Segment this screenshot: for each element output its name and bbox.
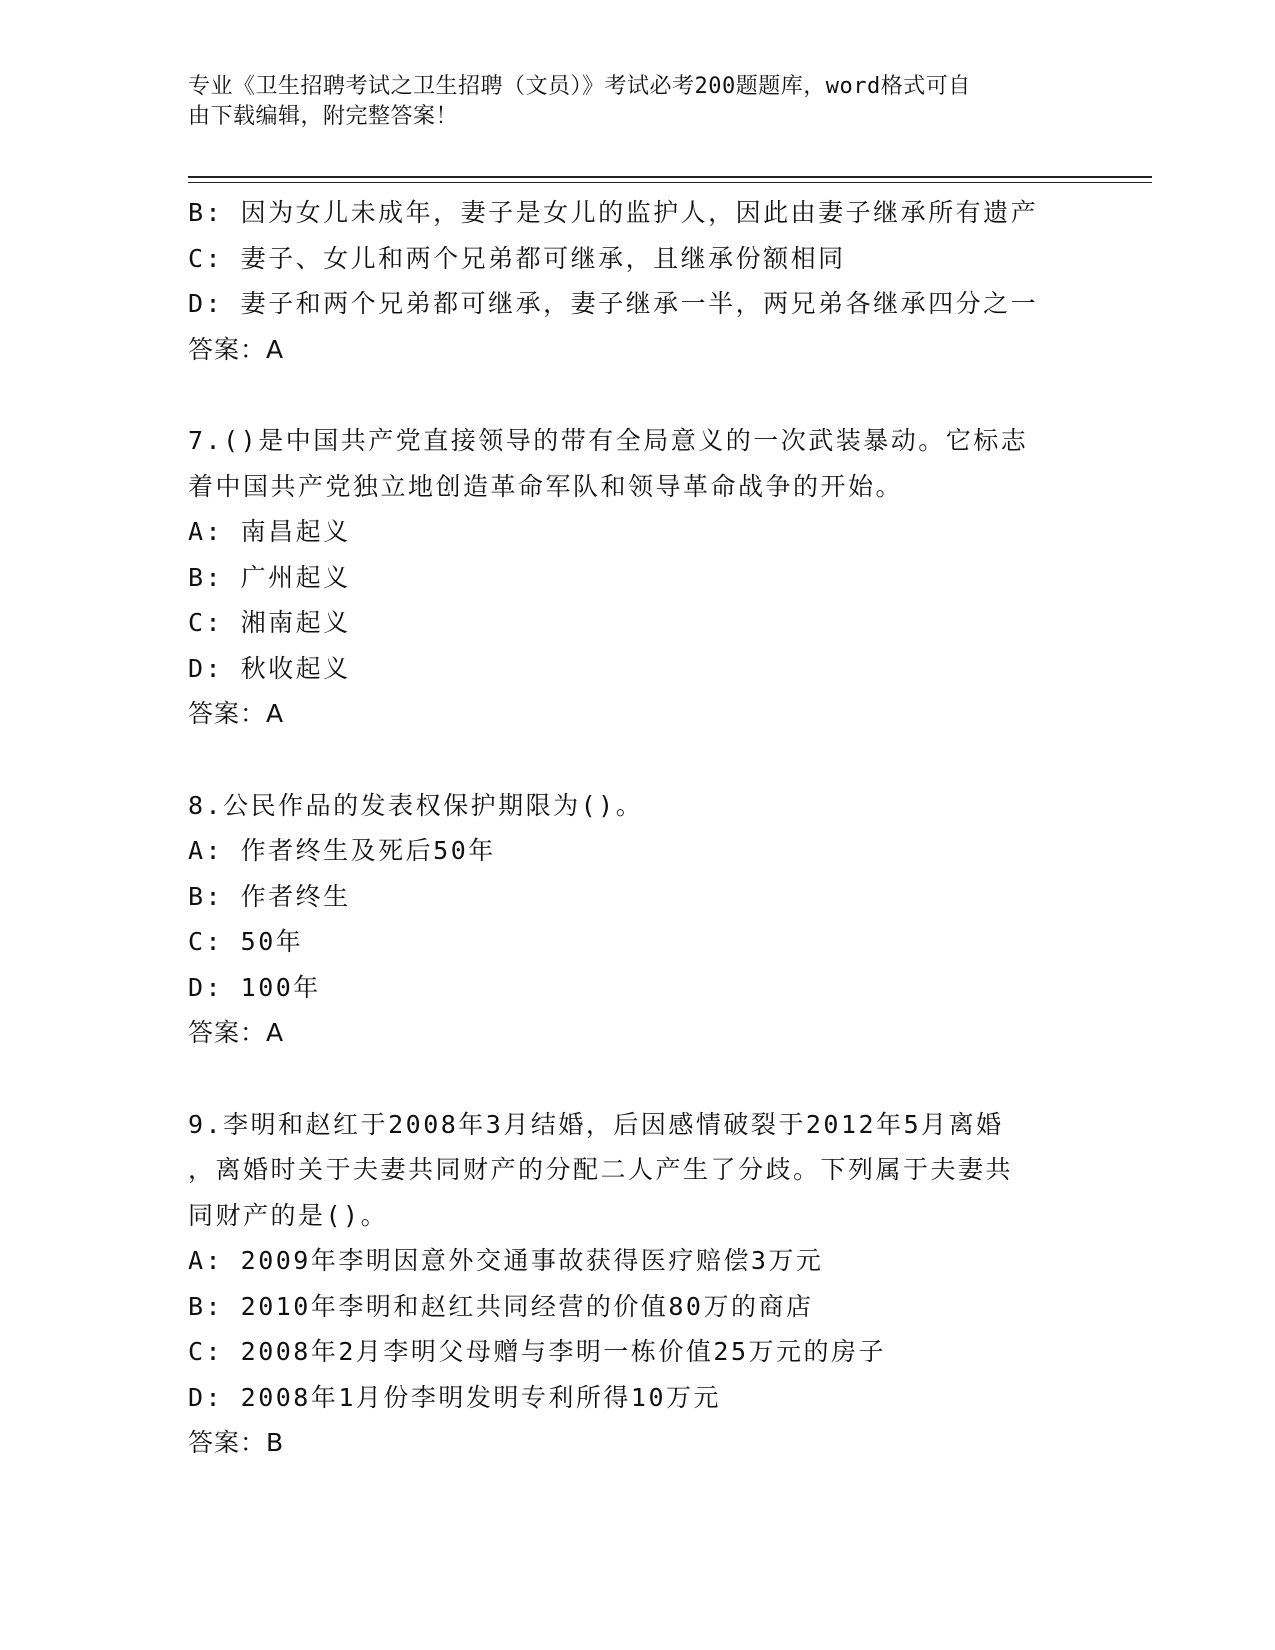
option-c: C: 2008年2月李明父母赠与李明一栋价值25万元的房子 [188,1337,887,1366]
header-line-1: 专业《卫生招聘考试之卫生招聘（文员）》考试必考200题题库，word格式可自 [188,74,971,99]
header-rule-thin [188,182,1152,183]
option-a: A: 作者终生及死后50年 [188,836,496,865]
option-b: B: 广州起义 [188,562,351,592]
option-d: D: 妻子和两个兄弟都可继承，妻子继承一半，两兄弟各继承四分之一 [188,289,1039,318]
question-stem-line: 着中国共产党独立地创造革命军队和领导革命战争的开始。 [188,471,904,501]
document-header [188,72,1088,132]
option-b: B: 2010年李明和赵红共同经营的价值80万的商店 [188,1291,814,1321]
answer-text: 答案：A [188,1018,285,1047]
prev-question-block [188,190,1088,372]
option-b: B: 作者终生 [188,881,351,911]
option-c: C: 湘南起义 [188,608,351,637]
question-9 [188,1102,1088,1466]
option-d: D: 秋收起义 [188,653,351,683]
question-content [188,190,1088,1466]
header-line-2: 由下载编辑，附完整答案！ [188,104,459,129]
option-a: A: 2009年李明因意外交通事故获得医疗赔偿3万元 [188,1246,824,1275]
question-stem-line: ，离婚时关于夫妻共同财产的分配二人产生了分歧。下列属于夫妻共 [188,1155,1014,1184]
option-a: A: 南昌起义 [188,517,351,546]
option-c: C: 50年 [188,927,304,956]
question-stem-line: 7.()是中国共产党直接领导的带有全局意义的一次武装暴动。它标志 [188,426,1029,455]
header-rule-thick [188,176,1152,178]
answer-text: 答案：A [188,334,285,364]
option-b: B: 因为女儿未成年，妻子是女儿的监护人，因此由妻子继承所有遗产 [188,198,1039,227]
question-stem-line: 同财产的是()。 [188,1200,389,1230]
answer-text: 答案：A [188,699,285,728]
option-d: D: 2008年1月份李明发明专利所得10万元 [188,1382,722,1412]
question-7 [188,418,1088,737]
option-c: C: 妻子、女儿和两个兄弟都可继承，且继承份额相同 [188,243,846,273]
option-d: D: 100年 [188,972,321,1002]
question-8 [188,783,1088,1056]
question-stem-line: 8.公民作品的发表权保护期限为()。 [188,790,644,820]
question-stem-line: 9.李明和赵红于2008年3月结婚，后因感情破裂于2012年5月离婚 [188,1109,1004,1139]
answer-text: 答案：B [188,1428,285,1457]
